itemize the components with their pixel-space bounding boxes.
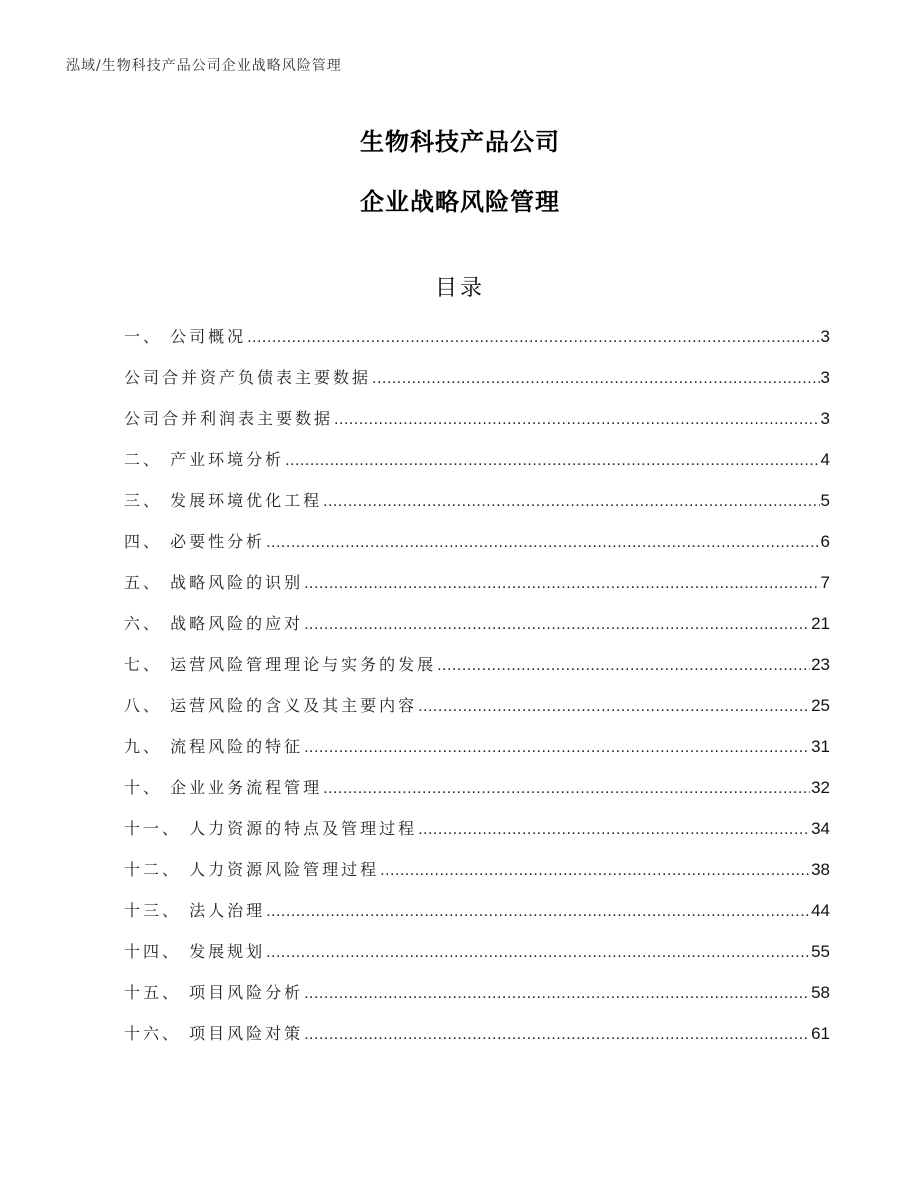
toc-entry[interactable] <box>124 611 830 652</box>
toc-dot-leader <box>304 1022 810 1048</box>
toc-entry-label: 九、 流程风险的特征 <box>124 737 304 756</box>
toc-entry-page: 44 <box>811 901 830 920</box>
toc-entry-page: 61 <box>811 1024 830 1043</box>
toc-dot-leader <box>304 571 819 597</box>
toc-dot-leader <box>304 735 810 761</box>
toc-entry-label: 十三、 法人治理 <box>124 901 266 920</box>
toc-entry-label: 一、 公司概况 <box>124 327 247 346</box>
toc-entry[interactable] <box>124 1021 830 1062</box>
toc-dot-leader <box>418 694 810 720</box>
toc-entry[interactable] <box>124 898 830 939</box>
toc-dot-leader <box>323 776 810 802</box>
toc-dot-leader <box>418 817 810 843</box>
toc-dot-leader <box>266 530 819 556</box>
toc-entry[interactable] <box>124 734 830 775</box>
toc-entry-label: 四、 必要性分析 <box>124 532 266 551</box>
toc-entry-page: 21 <box>811 614 830 633</box>
toc-entry[interactable] <box>124 652 830 693</box>
toc-entry-page: 38 <box>811 860 830 879</box>
toc-entry[interactable] <box>124 816 830 857</box>
toc-entry-page: 5 <box>820 491 830 510</box>
toc-heading: 目录 <box>434 276 485 301</box>
toc-entry-page: 3 <box>820 409 830 428</box>
toc-entry-page: 32 <box>811 778 830 797</box>
toc-dot-leader <box>266 940 810 966</box>
document-title-line-1: 生物科技产品公司 <box>360 128 560 156</box>
toc-dot-leader <box>304 981 810 1007</box>
toc-entry[interactable] <box>124 365 830 406</box>
toc-entry[interactable] <box>124 488 830 529</box>
toc-entry[interactable] <box>124 980 830 1021</box>
toc-dot-leader <box>372 366 820 392</box>
toc-dot-leader <box>437 653 810 679</box>
toc-entry[interactable] <box>124 693 830 734</box>
toc-entry-label: 十、 企业业务流程管理 <box>124 778 323 797</box>
toc-entry-label: 二、 产业环境分析 <box>124 450 285 469</box>
toc-entry-page: 55 <box>811 942 830 961</box>
toc-entry-page: 3 <box>820 368 830 387</box>
toc-entry-label: 十五、 项目风险分析 <box>124 983 304 1002</box>
toc-entry-label: 十六、 项目风险对策 <box>124 1024 304 1043</box>
toc-dot-leader <box>334 407 820 433</box>
toc-dot-leader <box>247 325 819 351</box>
toc-dot-leader <box>285 448 819 474</box>
toc-entry-label: 五、 战略风险的识别 <box>124 573 304 592</box>
running-header: 泓域/生物科技产品公司企业战略风险管理 <box>66 58 342 74</box>
toc-entry-page: 25 <box>811 696 830 715</box>
toc-entry-page: 31 <box>811 737 830 756</box>
toc-entry-label: 十四、 发展规划 <box>124 942 266 961</box>
toc-entry[interactable] <box>124 570 830 611</box>
toc-entry-page: 34 <box>811 819 830 838</box>
toc-entry-label: 公司合并利润表主要数据 <box>124 409 334 428</box>
toc-entry-label: 十二、 人力资源风险管理过程 <box>124 860 380 879</box>
toc-entry-label: 八、 运营风险的含义及其主要内容 <box>124 696 418 715</box>
toc-entry-label: 七、 运营风险管理理论与实务的发展 <box>124 655 437 674</box>
toc-entry-page: 4 <box>820 450 830 469</box>
document-title-line-2: 企业战略风险管理 <box>360 188 560 216</box>
toc-entry-label: 公司合并资产负债表主要数据 <box>124 368 372 387</box>
toc-entry[interactable] <box>124 939 830 980</box>
toc-entry[interactable] <box>124 529 830 570</box>
toc-entry-page: 3 <box>820 327 830 346</box>
toc-entry[interactable] <box>124 775 830 816</box>
toc-dot-leader <box>380 858 810 884</box>
table-of-contents <box>124 324 830 1062</box>
toc-entry-page: 6 <box>820 532 830 551</box>
toc-entry-page: 58 <box>811 983 830 1002</box>
toc-entry-label: 六、 战略风险的应对 <box>124 614 304 633</box>
toc-entry-page: 23 <box>811 655 830 674</box>
toc-entry[interactable] <box>124 447 830 488</box>
toc-entry[interactable] <box>124 324 830 365</box>
toc-entry-label: 三、 发展环境优化工程 <box>124 491 323 510</box>
toc-dot-leader <box>323 489 819 515</box>
toc-dot-leader <box>304 612 810 638</box>
toc-dot-leader <box>266 899 810 925</box>
toc-entry[interactable] <box>124 857 830 898</box>
toc-entry[interactable] <box>124 406 830 447</box>
toc-entry-label: 十一、 人力资源的特点及管理过程 <box>124 819 418 838</box>
toc-entry-page: 7 <box>820 573 830 592</box>
